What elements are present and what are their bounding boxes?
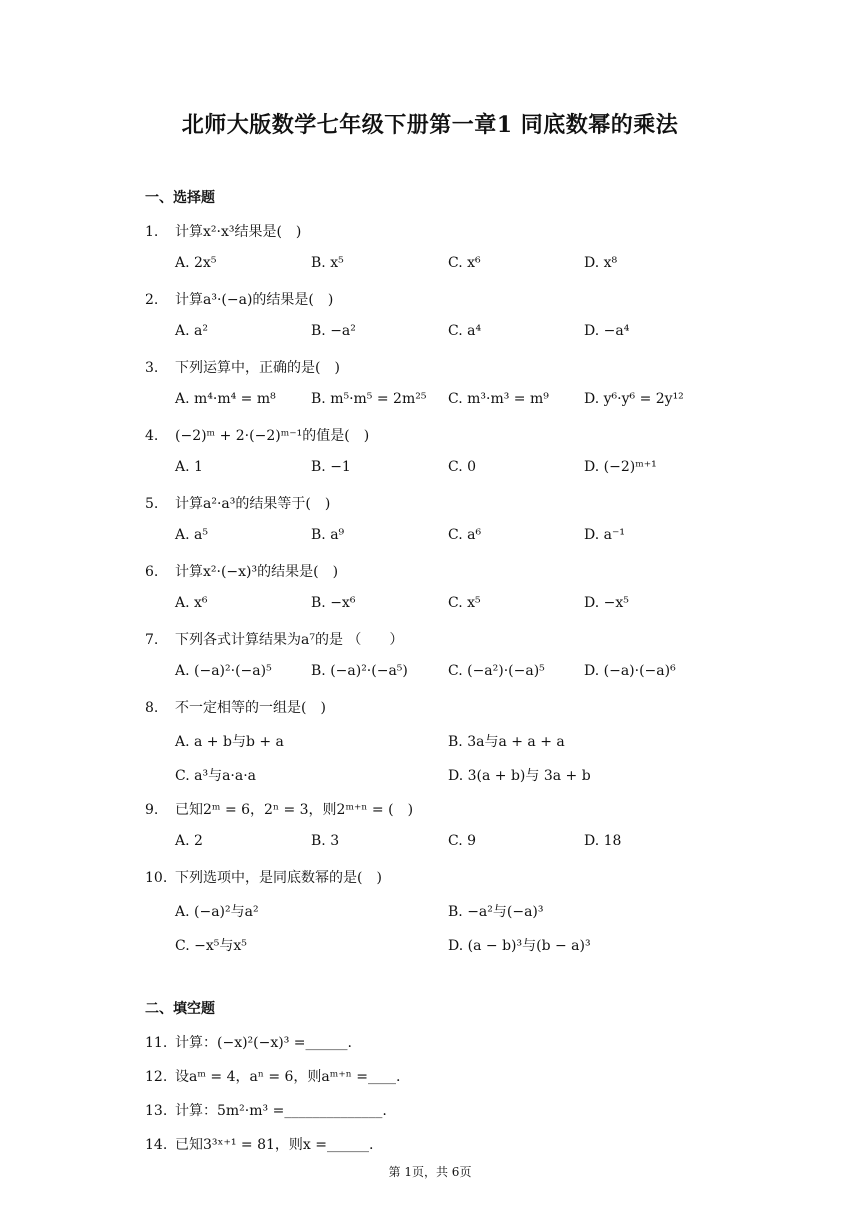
- q1-option-b[interactable]: B. x⁵: [311, 255, 344, 271]
- section-heading-choice: 一、选择题: [145, 190, 215, 206]
- q5-option-b[interactable]: B. a⁹: [311, 527, 345, 543]
- q7-option-a[interactable]: A. (−a)²·(−a)⁵: [175, 663, 272, 679]
- q6-option-b[interactable]: B. −x⁶: [311, 595, 356, 611]
- q9-option-a[interactable]: A. 2: [175, 833, 203, 849]
- q1-option-a[interactable]: A. 2x⁵: [175, 255, 217, 271]
- q5-option-a[interactable]: A. a⁵: [175, 527, 208, 543]
- question-1: 1. 计算x²·x³结果是( ): [145, 224, 302, 240]
- q8-option-c[interactable]: C. a³与a·a·a: [175, 768, 257, 784]
- q10-option-d[interactable]: D. (a − b)³与(b − a)³: [448, 938, 591, 954]
- q5-option-c[interactable]: C. a⁶: [448, 527, 482, 543]
- q4-option-d[interactable]: D. (−2)ᵐ⁺¹: [584, 459, 657, 475]
- q4-option-a[interactable]: A. 1: [175, 459, 203, 475]
- question-12: 12. 设aᵐ = 4，aⁿ = 6，则aᵐ⁺ⁿ =____.: [145, 1069, 401, 1085]
- question-5: 5. 计算a²·a³的结果等于( ): [145, 496, 331, 512]
- page-title: 北师大版数学七年级下册第一章1 同底数幂的乘法: [181, 112, 679, 138]
- q10-option-c[interactable]: C. −x⁵与x⁵: [175, 938, 247, 954]
- q3-option-c[interactable]: C. m³·m³ = m⁹: [448, 391, 549, 407]
- question-10: 10. 下列选项中，是同底数幂的是( ): [145, 870, 382, 886]
- q3-option-b[interactable]: B. m⁵·m⁵ = 2m²⁵: [311, 391, 427, 407]
- q2-option-b[interactable]: B. −a²: [311, 323, 356, 339]
- q10-option-b[interactable]: B. −a²与(−a)³: [448, 904, 544, 920]
- q8-option-d[interactable]: D. 3(a + b)与 3a + b: [448, 768, 591, 784]
- question-13: 13. 计算：5m²·m³ =______________.: [145, 1103, 387, 1119]
- q6-option-c[interactable]: C. x⁵: [448, 595, 481, 611]
- q1-option-c[interactable]: C. x⁶: [448, 255, 481, 271]
- q9-option-b[interactable]: B. 3: [311, 833, 340, 849]
- q1-option-d[interactable]: D. x⁸: [584, 255, 618, 271]
- question-8: 8. 不一定相等的一组是( ): [145, 700, 326, 716]
- page-footer: 第 1页，共 6页: [388, 1165, 472, 1179]
- question-7: 7. 下列各式计算结果为a⁷的是 （ ）: [145, 632, 404, 648]
- q4-option-c[interactable]: C. 0: [448, 459, 477, 475]
- q9-option-c[interactable]: C. 9: [448, 833, 477, 849]
- question-6: 6. 计算x²·(−x)³的结果是( ): [145, 564, 339, 580]
- q8-option-a[interactable]: A. a + b与b + a: [175, 734, 284, 750]
- q7-option-b[interactable]: B. (−a)²·(−a⁵): [311, 663, 408, 679]
- q2-option-c[interactable]: C. a⁴: [448, 323, 482, 339]
- q7-option-d[interactable]: D. (−a)·(−a)⁶: [584, 663, 676, 679]
- q9-option-d[interactable]: D. 18: [584, 833, 622, 849]
- question-9: 9. 已知2ᵐ = 6，2ⁿ = 3，则2ᵐ⁺ⁿ = ( ): [145, 802, 414, 818]
- q3-option-a[interactable]: A. m⁴·m⁴ = m⁸: [175, 391, 276, 407]
- question-4: 4. (−2)ᵐ + 2·(−2)ᵐ⁻¹的值是( ): [145, 428, 370, 444]
- q6-option-a[interactable]: A. x⁶: [175, 595, 208, 611]
- question-2: 2. 计算a³·(−a)的结果是( ): [145, 292, 334, 308]
- question-14: 14. 已知3³ˣ⁺¹ = 81，则x =______.: [145, 1137, 374, 1153]
- q2-option-a[interactable]: A. a²: [175, 323, 208, 339]
- q6-option-d[interactable]: D. −x⁵: [584, 595, 629, 611]
- question-3: 3. 下列运算中，正确的是( ): [145, 360, 340, 376]
- q3-option-d[interactable]: D. y⁶·y⁶ = 2y¹²: [584, 391, 684, 407]
- q8-option-b[interactable]: B. 3a与a + a + a: [448, 734, 565, 750]
- q5-option-d[interactable]: D. a⁻¹: [584, 527, 625, 543]
- q2-option-d[interactable]: D. −a⁴: [584, 323, 630, 339]
- q4-option-b[interactable]: B. −1: [311, 459, 351, 475]
- q10-option-a[interactable]: A. (−a)²与a²: [175, 904, 259, 920]
- question-11: 11. 计算：(−x)²(−x)³ =______.: [145, 1035, 352, 1051]
- section-heading-fill: 二、填空题: [145, 1001, 215, 1017]
- q7-option-c[interactable]: C. (−a²)·(−a)⁵: [448, 663, 545, 679]
